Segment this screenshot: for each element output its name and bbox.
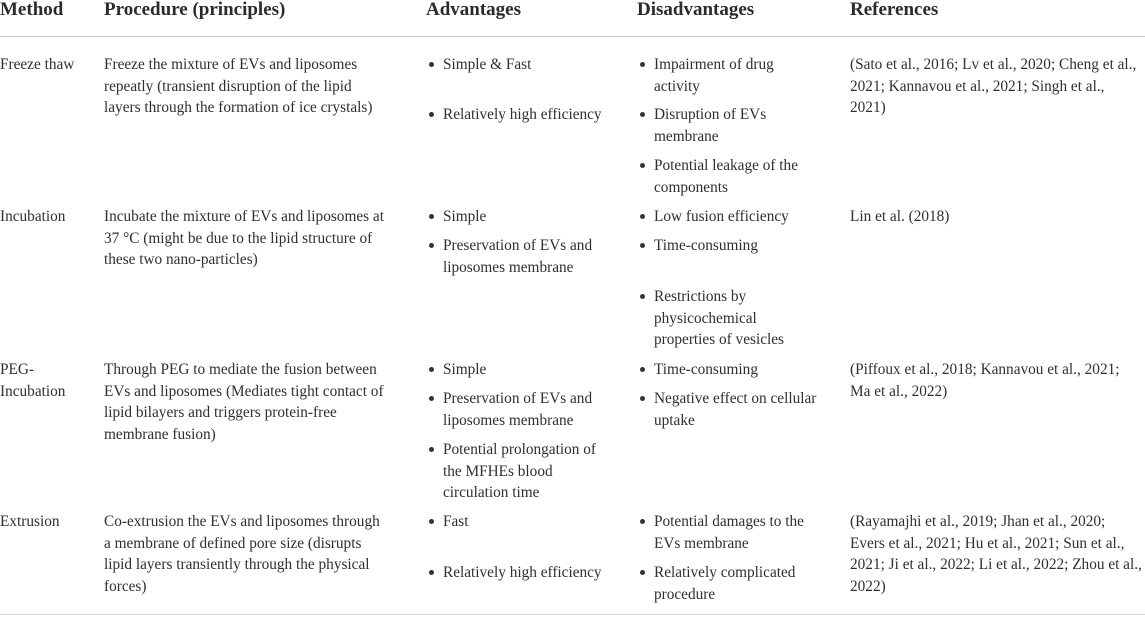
references-cell: (Sato et al., 2016; Lv et al., 2020; Cheng et al., 2021; Kannavou et al., 2021; Singh et al., 2021) (850, 56, 1137, 116)
method-cell: Incubation (0, 208, 66, 225)
references-cell: (Piffoux et al., 2018; Kannavou et al., 2021; Ma et al., 2022) (850, 361, 1120, 400)
advantage-item: Fast (443, 511, 469, 533)
table-header (0, 0, 1145, 37)
disadvantage-item: Restrictions by physicochemical properties of vesicles (654, 286, 784, 351)
method-cell: Extrusion (0, 513, 60, 530)
advantage-item: Simple (443, 206, 486, 228)
disadvantage-item: Potential leakage of the components (654, 155, 798, 198)
method-cell: PEG- Incubation (0, 361, 66, 400)
header-disadvantages: Disadvantages (637, 0, 755, 20)
disadvantage-item: Low fusion efficiency (654, 206, 789, 228)
references-cell: (Rayamajhi et al., 2019; Jhan et al., 2020; Evers et al., 2021; Hu et al., 2021; Sun et al., 2021; Ji et al., 2022; Li et al., 2022; Zhou et al., 2022) (850, 513, 1142, 595)
procedure-cell: Through PEG to mediate the fusion between EVs and liposomes (Mediates tight contact of lipid bilayers and triggers protein-free membrane fusion) (104, 361, 384, 443)
advantage-item: Simple (443, 359, 486, 381)
advantage-item: Relatively high efficiency (443, 562, 602, 584)
references-cell: Lin et al. (2018) (850, 208, 950, 225)
header-procedure: Procedure (principles) (104, 0, 286, 20)
advantage-item: Preservation of EVs and liposomes membrane (443, 235, 592, 278)
advantage-item: Simple & Fast (443, 54, 531, 76)
disadvantage-item: Disruption of EVs membrane (654, 104, 766, 147)
procedure-cell: Co-extrusion the EVs and liposomes through a membrane of defined pore size (disrupts lipid layers transiently through the physical forces) (104, 513, 380, 595)
advantage-item: Relatively high efficiency (443, 104, 602, 126)
disadvantage-item: Negative effect on cellular uptake (654, 388, 816, 431)
procedure-cell: Freeze the mixture of EVs and liposomes repeatly (transient disruption of the lipid layers through the formation of ice crystals) (104, 56, 373, 116)
disadvantage-item: Time-consuming (654, 235, 758, 257)
disadvantage-item: Time-consuming (654, 359, 758, 381)
disadvantage-item: Relatively complicated procedure (654, 562, 795, 605)
method-cell: Freeze thaw (0, 56, 75, 73)
header-references: References (850, 0, 939, 20)
advantage-item: Potential prolongation of the MFHEs blood circulation time (443, 439, 596, 504)
advantage-item: Preservation of EVs and liposomes membrane (443, 388, 592, 431)
disadvantage-item: Potential damages to the EVs membrane (654, 511, 804, 554)
bottom-divider (0, 614, 1145, 615)
header-advantages: Advantages (426, 0, 522, 20)
procedure-cell: Incubate the mixture of EVs and liposomes at 37 °C (might be due to the lipid structure of these two nano-particles) (104, 208, 384, 268)
header-method: Method (0, 0, 64, 20)
disadvantage-item: Impairment of drug activity (654, 54, 774, 97)
